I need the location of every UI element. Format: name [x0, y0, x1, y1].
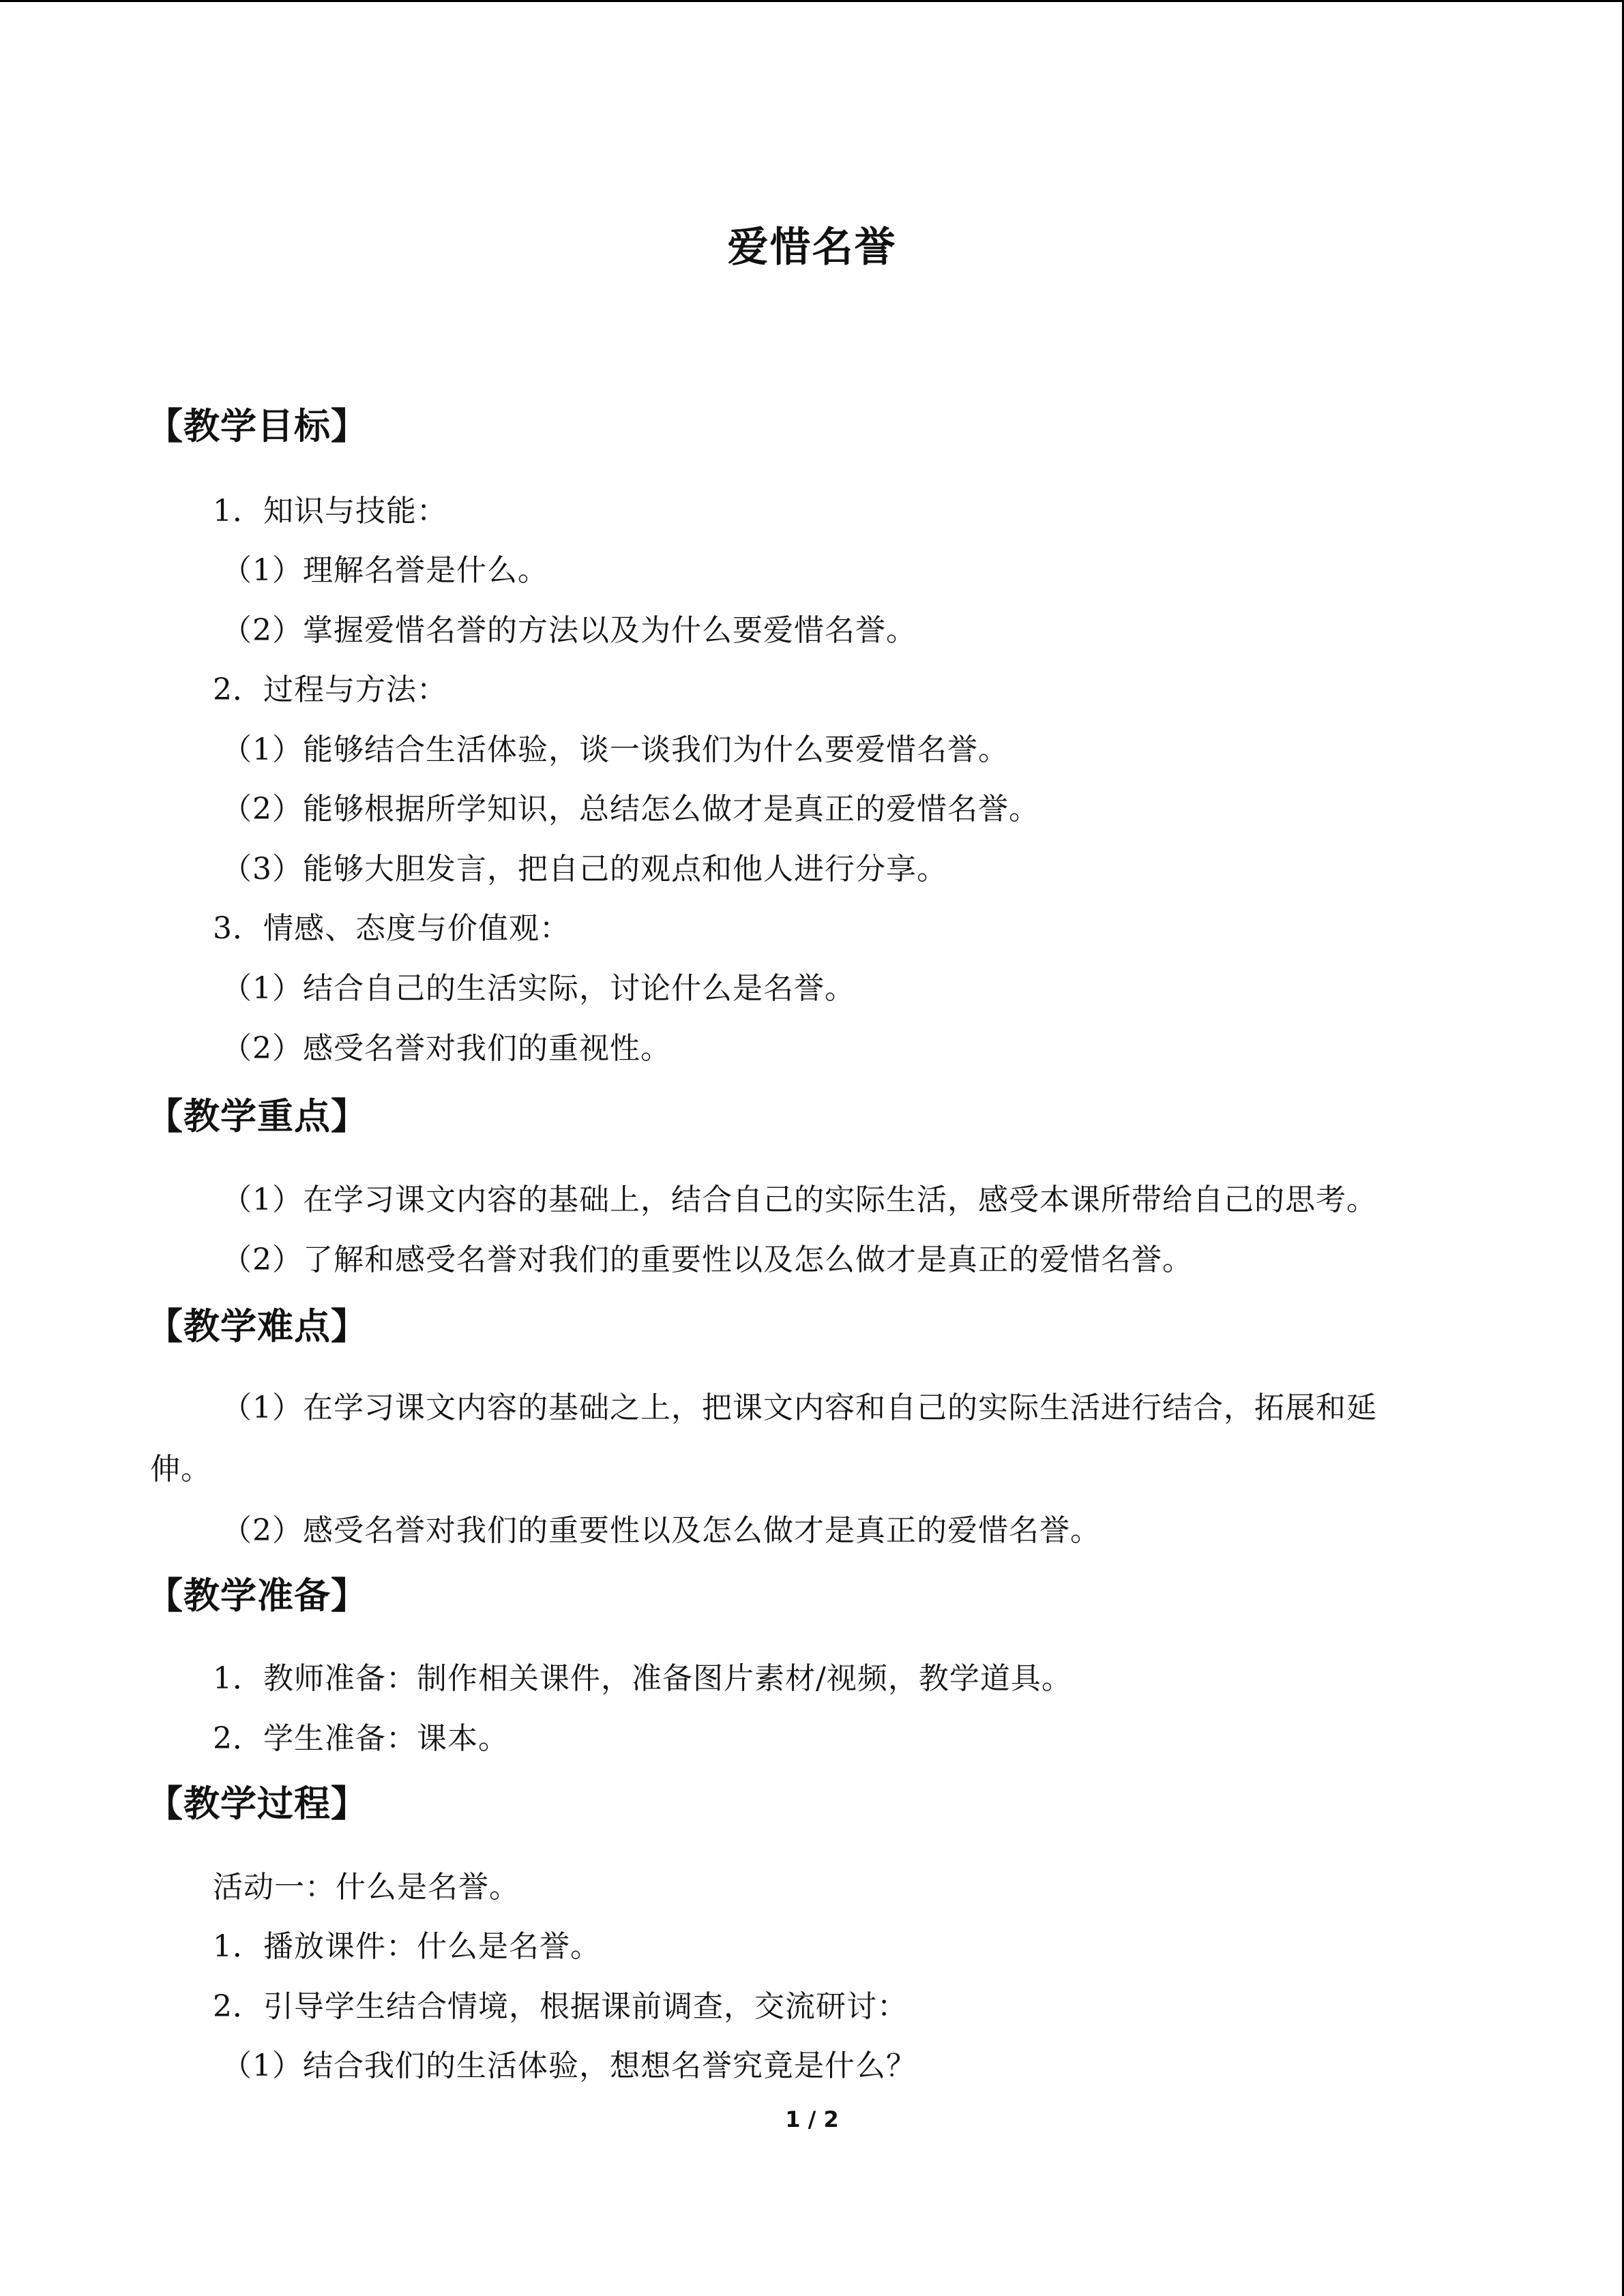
text-line: （1）在学习课文内容的基础之上，把课文内容和自己的实际生活进行结合，拓展和延 [222, 1390, 1377, 1425]
section-heading-difficulties: 【教学难点】 [147, 1305, 368, 1347]
text-line: 2．学生准备：课本。 [213, 1721, 509, 1756]
text-line: （2）感受名誉对我们的重要性以及怎么做才是真正的爱惜名誉。 [222, 1513, 1101, 1548]
text-line: 伸。 [150, 1452, 211, 1487]
text-line: （1）在学习课文内容的基础上，结合自己的实际生活，感受本课所带给自己的思考。 [222, 1182, 1377, 1217]
section-heading-preparation: 【教学准备】 [147, 1575, 368, 1617]
text-line: （2）掌握爱惜名誉的方法以及为什么要爱惜名誉。 [222, 613, 917, 648]
page-number: 1 / 2 [785, 2106, 839, 2132]
text-line: （2）感受名誉对我们的重视性。 [222, 1031, 671, 1066]
section-heading-key-points: 【教学重点】 [147, 1095, 368, 1137]
document-title: 爱惜名誉 [727, 224, 897, 271]
text-line: （1）能够结合生活体验，谈一谈我们为什么要爱惜名誉。 [222, 732, 1009, 767]
text-line: 1．教师准备：制作相关课件，准备图片素材/视频，教学道具。 [213, 1661, 1072, 1696]
text-line: 1．知识与技能： [213, 494, 447, 528]
section-heading-process: 【教学过程】 [147, 1783, 368, 1825]
text-line: 3．情感、态度与价值观： [213, 911, 570, 946]
text-line: （2）了解和感受名誉对我们的重要性以及怎么做才是真正的爱惜名誉。 [222, 1242, 1193, 1277]
text-line: （1）结合自己的生活实际，讨论什么是名誉。 [222, 971, 855, 1006]
text-line: 活动一：什么是名誉。 [213, 1870, 520, 1905]
text-line: 1．播放课件：什么是名誉。 [213, 1929, 601, 1964]
text-line: （2）能够根据所学知识，总结怎么做才是真正的爱惜名誉。 [222, 792, 1039, 826]
text-line: 2．过程与方法： [213, 672, 447, 707]
text-line: （1）理解名誉是什么。 [222, 553, 548, 588]
text-line: （3）能够大胆发言，把自己的观点和他人进行分享。 [222, 852, 947, 886]
section-heading-objectives: 【教学目标】 [147, 405, 368, 447]
text-line: （1）结合我们的生活体验，想想名誉究竟是什么？ [222, 2048, 917, 2083]
text-line: 2．引导学生结合情境，根据课前调查，交流研讨： [213, 1989, 908, 2024]
